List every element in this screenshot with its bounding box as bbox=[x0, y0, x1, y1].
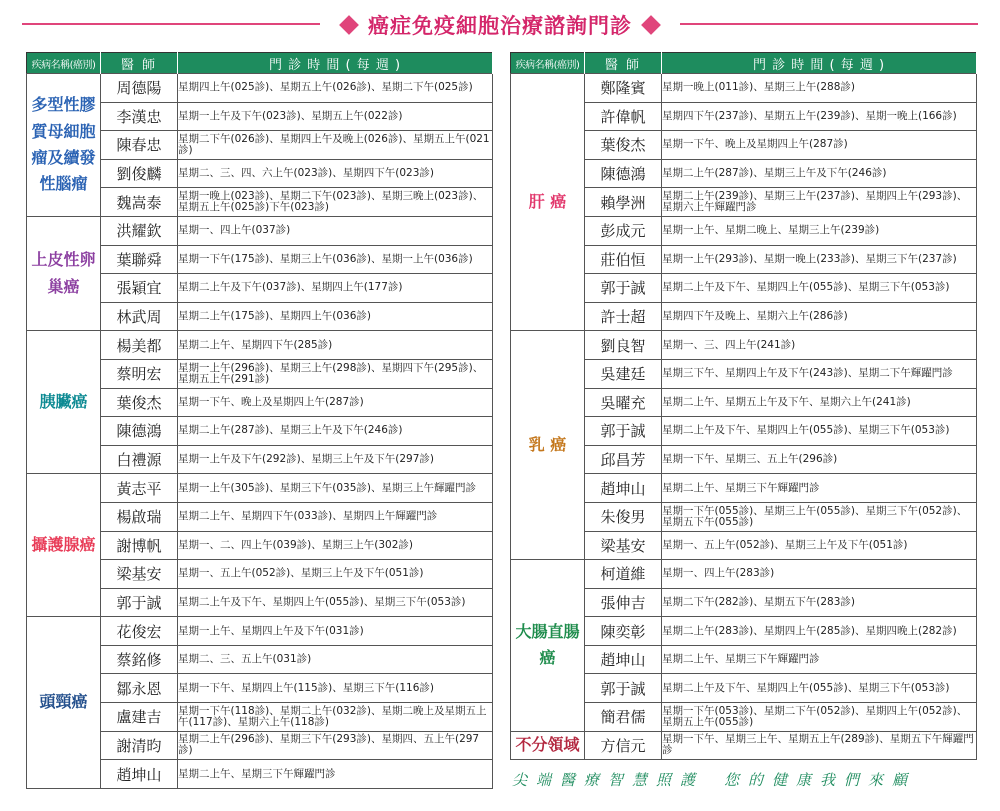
title-rule-left bbox=[22, 23, 322, 25]
clinic-time: 星期二上午及下午、星期四上午(055診)、星期三下午(053診) bbox=[662, 274, 977, 303]
disease-name: 大腸直腸癌 bbox=[511, 560, 585, 732]
clinic-time: 星期二上午、星期五上午及下午、星期六上午(241診) bbox=[662, 388, 977, 417]
table-row bbox=[511, 731, 977, 760]
doctor-name: 彭成元 bbox=[585, 216, 662, 245]
doctor-name: 楊啟瑞 bbox=[101, 502, 178, 531]
clinic-time: 星期二上午(287診)、星期三上午及下午(246診) bbox=[662, 159, 977, 188]
clinic-time: 星期二上午、星期三下午輝躍門診 bbox=[662, 474, 977, 503]
disease-name: 肝 癌 bbox=[511, 74, 585, 331]
clinic-time: 星期一上午(296診)、星期三上午(298診)、星期四下午(295診)、星期五上午(291診) bbox=[178, 359, 493, 388]
doctor-name: 鄭隆賓 bbox=[585, 74, 662, 103]
doctor-name: 吳建廷 bbox=[585, 359, 662, 388]
table-row bbox=[511, 74, 977, 103]
diamond-icon bbox=[339, 15, 359, 35]
doctor-name: 葉聯舜 bbox=[101, 245, 178, 274]
clinic-time: 星期一、四上午(283診) bbox=[662, 560, 977, 589]
disease-name: 多型性膠質母細胞瘤及續發性腦瘤 bbox=[27, 74, 101, 217]
clinic-time: 星期一、五上午(052診)、星期三上午及下午(051診) bbox=[662, 531, 977, 560]
doctor-name: 花俊宏 bbox=[101, 617, 178, 646]
slogan bbox=[512, 768, 982, 790]
disease-name: 不分領域 bbox=[511, 731, 585, 760]
header-doctor: 醫 師 bbox=[101, 53, 178, 74]
doctor-name: 陳春忠 bbox=[101, 131, 178, 160]
doctor-name: 謝博帆 bbox=[101, 531, 178, 560]
doctor-name: 陳奕彰 bbox=[585, 617, 662, 646]
table-row bbox=[27, 617, 493, 646]
title-rule-right bbox=[678, 23, 978, 25]
clinic-time: 星期一、四上午(037診) bbox=[178, 216, 493, 245]
disease-name: 攝護腺癌 bbox=[27, 474, 101, 617]
clinic-time: 星期一上午及下午(292診)、星期三上午及下午(297診) bbox=[178, 445, 493, 474]
table-header-row bbox=[27, 53, 493, 74]
clinic-time: 星期二上午、星期三下午輝躍門診 bbox=[178, 760, 493, 789]
clinic-time: 星期一上午、星期四上午及下午(031診) bbox=[178, 617, 493, 646]
clinic-time: 星期二、三、四、六上午(023診)、星期四下午(023診) bbox=[178, 159, 493, 188]
doctor-name: 魏嵩泰 bbox=[101, 188, 178, 217]
clinic-time: 星期一、五上午(052診)、星期三上午及下午(051診) bbox=[178, 560, 493, 589]
clinic-time: 星期一晚上(023診)、星期二下午(023診)、星期三晚上(023診)、星期五上午(025診)下午(023診) bbox=[178, 188, 493, 217]
doctor-name: 洪耀欽 bbox=[101, 216, 178, 245]
clinic-time: 星期四上午(025診)、星期五上午(026診)、星期二下午(025診) bbox=[178, 74, 493, 103]
doctor-name: 莊伯恒 bbox=[585, 245, 662, 274]
page-title: 癌症免疫細胞治療諮詢門診 bbox=[368, 14, 632, 38]
doctor-name: 賴學洲 bbox=[585, 188, 662, 217]
right-schedule-table bbox=[510, 52, 977, 760]
header-time: 門 診 時 間 ( 每 週 ) bbox=[662, 53, 977, 74]
doctor-name: 李漢忠 bbox=[101, 102, 178, 131]
doctor-name: 白禮源 bbox=[101, 445, 178, 474]
table-row bbox=[511, 331, 977, 360]
doctor-name: 趙坤山 bbox=[585, 645, 662, 674]
doctor-name: 郭于誠 bbox=[101, 588, 178, 617]
doctor-name: 張伸吉 bbox=[585, 588, 662, 617]
clinic-time: 星期一上午及下午(023診)、星期五上午(022診) bbox=[178, 102, 493, 131]
right-table-body bbox=[511, 74, 977, 760]
doctor-name: 鄒永恩 bbox=[101, 674, 178, 703]
clinic-time: 星期二上午、星期四下午(285診) bbox=[178, 331, 493, 360]
clinic-time: 星期一上午(305診)、星期三下午(035診)、星期三上午輝躍門診 bbox=[178, 474, 493, 503]
clinic-time: 星期二上午及下午(037診)、星期四上午(177診) bbox=[178, 274, 493, 303]
clinic-time: 星期四下午及晚上、星期六上午(286診) bbox=[662, 302, 977, 331]
table-row bbox=[27, 331, 493, 360]
clinic-time: 星期一上午、星期二晚上、星期三上午(239診) bbox=[662, 216, 977, 245]
clinic-time: 星期二上午(175診)、星期四上午(036診) bbox=[178, 302, 493, 331]
diamond-icon bbox=[641, 15, 661, 35]
clinic-time: 星期一下午、星期三、五上午(296診) bbox=[662, 445, 977, 474]
table-row bbox=[511, 560, 977, 589]
clinic-time: 星期三下午、星期四上午及下午(243診)、星期二下午輝躍門診 bbox=[662, 359, 977, 388]
doctor-name: 郭于誠 bbox=[585, 417, 662, 446]
clinic-time: 星期四下午(237診)、星期五上午(239診)、星期一晚上(166診) bbox=[662, 102, 977, 131]
clinic-time: 星期一上午(293診)、星期一晚上(233診)、星期三下午(237診) bbox=[662, 245, 977, 274]
clinic-time: 星期二上午(283診)、星期四上午(285診)、星期四晚上(282診) bbox=[662, 617, 977, 646]
doctor-name: 盧建吉 bbox=[101, 703, 178, 732]
table-header-row bbox=[511, 53, 977, 74]
doctor-name: 朱俊男 bbox=[585, 502, 662, 531]
slogan-part-2: 您的健康我們來顧 bbox=[724, 770, 917, 789]
doctor-name: 梁基安 bbox=[101, 560, 178, 589]
clinic-time: 星期一下午(175診)、星期三上午(036診)、星期一上午(036診) bbox=[178, 245, 493, 274]
disease-name: 上皮性卵巢癌 bbox=[27, 216, 101, 330]
clinic-time: 星期一下午(055診)、星期三上午(055診)、星期三下午(052診)、星期五下午(055診) bbox=[662, 502, 977, 531]
doctor-name: 周德陽 bbox=[101, 74, 178, 103]
doctor-name: 郭于誠 bbox=[585, 274, 662, 303]
clinic-time: 星期一、二、四上午(039診)、星期三上午(302診) bbox=[178, 531, 493, 560]
clinic-time: 星期二上午、星期三下午輝躍門診 bbox=[662, 645, 977, 674]
doctor-name: 郭于誠 bbox=[585, 674, 662, 703]
doctor-name: 吳曜充 bbox=[585, 388, 662, 417]
doctor-name: 黃志平 bbox=[101, 474, 178, 503]
doctor-name: 方信元 bbox=[585, 731, 662, 760]
clinic-time: 星期一下午、晚上及星期四上午(287診) bbox=[178, 388, 493, 417]
clinic-time: 星期二上午(296診)、星期三下午(293診)、星期四、五上午(297診) bbox=[178, 731, 493, 760]
doctor-name: 簡君儒 bbox=[585, 703, 662, 732]
doctor-name: 趙坤山 bbox=[101, 760, 178, 789]
doctor-name: 張穎宜 bbox=[101, 274, 178, 303]
header-time: 門 診 時 間 ( 每 週 ) bbox=[178, 53, 493, 74]
doctor-name: 柯道維 bbox=[585, 560, 662, 589]
clinic-time: 星期二下午(026診)、星期四上午及晚上(026診)、星期五上午(021診) bbox=[178, 131, 493, 160]
header-doctor: 醫 師 bbox=[585, 53, 662, 74]
clinic-time: 星期一晚上(011診)、星期三上午(288診) bbox=[662, 74, 977, 103]
clinic-time: 星期二上午、星期四下午(033診)、星期四上午輝躍門診 bbox=[178, 502, 493, 531]
header-disease: 疾病名稱(癌別) bbox=[27, 53, 101, 74]
disease-name: 乳 癌 bbox=[511, 331, 585, 560]
doctor-name: 陳德鴻 bbox=[585, 159, 662, 188]
table-row bbox=[27, 474, 493, 503]
doctor-name: 葉俊杰 bbox=[585, 131, 662, 160]
clinic-time: 星期二上午及下午、星期四上午(055診)、星期三下午(053診) bbox=[178, 588, 493, 617]
table-row bbox=[27, 216, 493, 245]
table-row bbox=[27, 74, 493, 103]
disease-name: 胰臟癌 bbox=[27, 331, 101, 474]
left-schedule-table bbox=[26, 52, 493, 789]
clinic-time: 星期一下午、星期四上午(115診)、星期三下午(116診) bbox=[178, 674, 493, 703]
clinic-time: 星期二、三、五上午(031診) bbox=[178, 645, 493, 674]
doctor-name: 邱昌芳 bbox=[585, 445, 662, 474]
doctor-name: 林武周 bbox=[101, 302, 178, 331]
clinic-time: 星期二上午(287診)、星期三上午及下午(246診) bbox=[178, 417, 493, 446]
disease-name: 頭頸癌 bbox=[27, 617, 101, 789]
clinic-time: 星期二上午及下午、星期四上午(055診)、星期三下午(053診) bbox=[662, 674, 977, 703]
doctor-name: 謝清昀 bbox=[101, 731, 178, 760]
left-table-body bbox=[27, 74, 493, 789]
doctor-name: 楊美都 bbox=[101, 331, 178, 360]
doctor-name: 趙坤山 bbox=[585, 474, 662, 503]
doctor-name: 蔡銘修 bbox=[101, 645, 178, 674]
doctor-name: 劉良智 bbox=[585, 331, 662, 360]
slogan-part-1: 尖端醫療智慧照護 bbox=[512, 770, 705, 789]
doctor-name: 許偉帆 bbox=[585, 102, 662, 131]
doctor-name: 劉俊麟 bbox=[101, 159, 178, 188]
doctor-name: 蔡明宏 bbox=[101, 359, 178, 388]
doctor-name: 葉俊杰 bbox=[101, 388, 178, 417]
title-banner bbox=[320, 8, 680, 42]
header-disease: 疾病名稱(癌別) bbox=[511, 53, 585, 74]
doctor-name: 梁基安 bbox=[585, 531, 662, 560]
doctor-name: 許士超 bbox=[585, 302, 662, 331]
clinic-time: 星期一、三、四上午(241診) bbox=[662, 331, 977, 360]
clinic-time: 星期二上午及下午、星期四上午(055診)、星期三下午(053診) bbox=[662, 417, 977, 446]
doctor-name: 陳德鴻 bbox=[101, 417, 178, 446]
clinic-time: 星期二下午(282診)、星期五下午(283診) bbox=[662, 588, 977, 617]
clinic-time: 星期一下午、星期三上午、星期五上午(289診)、星期五下午輝躍門診 bbox=[662, 731, 977, 760]
clinic-time: 星期一下午(118診)、星期二上午(032診)、星期二晚上及星期五上午(117診)、星期六上午(118診) bbox=[178, 703, 493, 732]
clinic-time: 星期二上午(239診)、星期三上午(237診)、星期四上午(293診)、星期六上午輝躍門診 bbox=[662, 188, 977, 217]
clinic-time: 星期一下午(053診)、星期二下午(052診)、星期四上午(052診)、星期五上午(055診) bbox=[662, 703, 977, 732]
clinic-time: 星期一下午、晚上及星期四上午(287診) bbox=[662, 131, 977, 160]
